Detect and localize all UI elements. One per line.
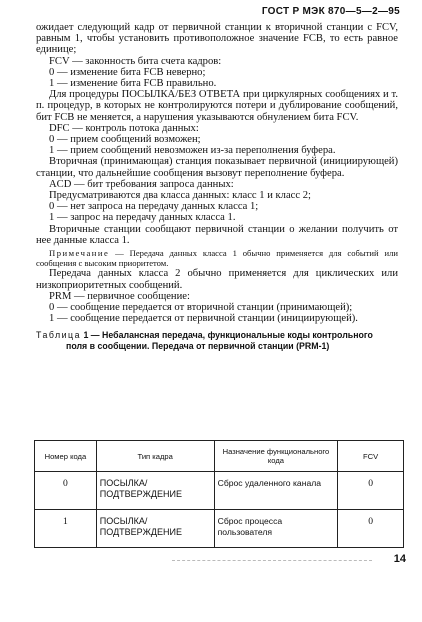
paragraph: Вторичные станции сообщают первичной станции о желании получить от нее данные класса 1. <box>36 223 398 246</box>
paragraph: 0 — изменение бита FCB неверно; <box>49 66 206 78</box>
paragraph: PRM — первичное сообщение: <box>49 290 190 302</box>
paragraph: Для процедуры ПОСЫЛКА/БЕЗ ОТВЕТА при циркулярных сообщениях и т. п. процедур, в которых не контролируются потери и дублирование сообщений, бит FCB не меняется, а нарушения указываются обнулением бита FCV. <box>36 89 398 123</box>
paragraph: Предусматриваются два класса данных: класс 1 и класс 2; <box>49 190 311 202</box>
cell-frame-type: ПОСЫЛКА/ПОДТВЕРЖДЕНИЕ <box>96 472 214 510</box>
paragraph: 0 — нет запроса на передачу данных класса 1; <box>49 201 259 213</box>
cell-purpose: Сброс процесса пользователя <box>214 510 338 548</box>
function-codes-table <box>34 440 404 548</box>
document-header: ГОСТ Р МЭК 870—5—2—95 <box>261 6 400 17</box>
caption-line2: поля в сообщении. Передача от первичной станции (PRM-1) <box>66 340 330 351</box>
cell-fcv: 0 <box>338 472 404 510</box>
cell-fcv: 0 <box>338 510 404 548</box>
header-function-purpose: Назначение функционального кода <box>214 441 338 472</box>
paragraph: DFC — контроль потока данных: <box>49 122 199 134</box>
paragraph: ACD — бит требования запроса данных: <box>49 178 234 190</box>
table-row <box>35 472 404 510</box>
cell-purpose: Сброс удаленного канала <box>214 472 338 510</box>
paragraph: ожидает следующий кадр от первичной станции к вторичной станции с FCV, равным 1, чтобы установить противоположное значение FCB, то есть равное единице; <box>36 22 398 56</box>
paragraph: 1 — изменение бита FCB правильно. <box>49 78 217 90</box>
header-fcv: FCV <box>338 441 404 472</box>
header-frame-type: Тип кадра <box>96 441 214 472</box>
cell-code: 0 <box>35 472 97 510</box>
header-code-number: Номер кода <box>35 441 97 472</box>
footer-divider <box>172 560 372 561</box>
table-header-row <box>35 441 404 472</box>
caption-line1: Небалансная передача, функциональные коды контрольного <box>102 330 373 341</box>
note-label: Примечание <box>49 248 110 259</box>
cell-frame-type: ПОСЫЛКА/ПОДТВЕРЖДЕНИЕ <box>96 510 214 548</box>
table-row <box>35 510 404 548</box>
paragraph: 1 — запрос на передачу данных класса 1. <box>49 212 236 224</box>
caption-number: 1 — <box>81 330 103 341</box>
paragraph: 0 — прием сообщений возможен; <box>49 134 201 146</box>
page-number: 14 <box>393 553 406 565</box>
caption-label: Таблица <box>36 330 81 341</box>
body-text <box>36 22 398 351</box>
cell-code: 1 <box>35 510 97 548</box>
paragraph: FCV — законность бита счета кадров: <box>49 55 222 67</box>
paragraph: 0 — сообщение передается от вторичной станции (принимающей); <box>49 302 353 314</box>
note-text: — Передача данных класса 1 обычно применяется для событий или сообщения с высоким приоритетом. <box>36 248 398 269</box>
paragraph: Вторичная (принимающая) станция показывает первичной (инициирующей) станции, что дальнейшие сообщения вызовут переполнение буфера. <box>36 156 398 179</box>
note <box>36 248 398 268</box>
paragraph: Передача данных класса 2 обычно применяется для циклических или низкоприоритетных сообщений. <box>36 268 398 291</box>
paragraph: 1 — прием сообщений невозможен из-за переполнения буфера. <box>49 145 336 157</box>
table-caption <box>36 330 398 351</box>
paragraph: 1 — сообщение передается от первичной станции (инициирующей). <box>49 313 358 325</box>
